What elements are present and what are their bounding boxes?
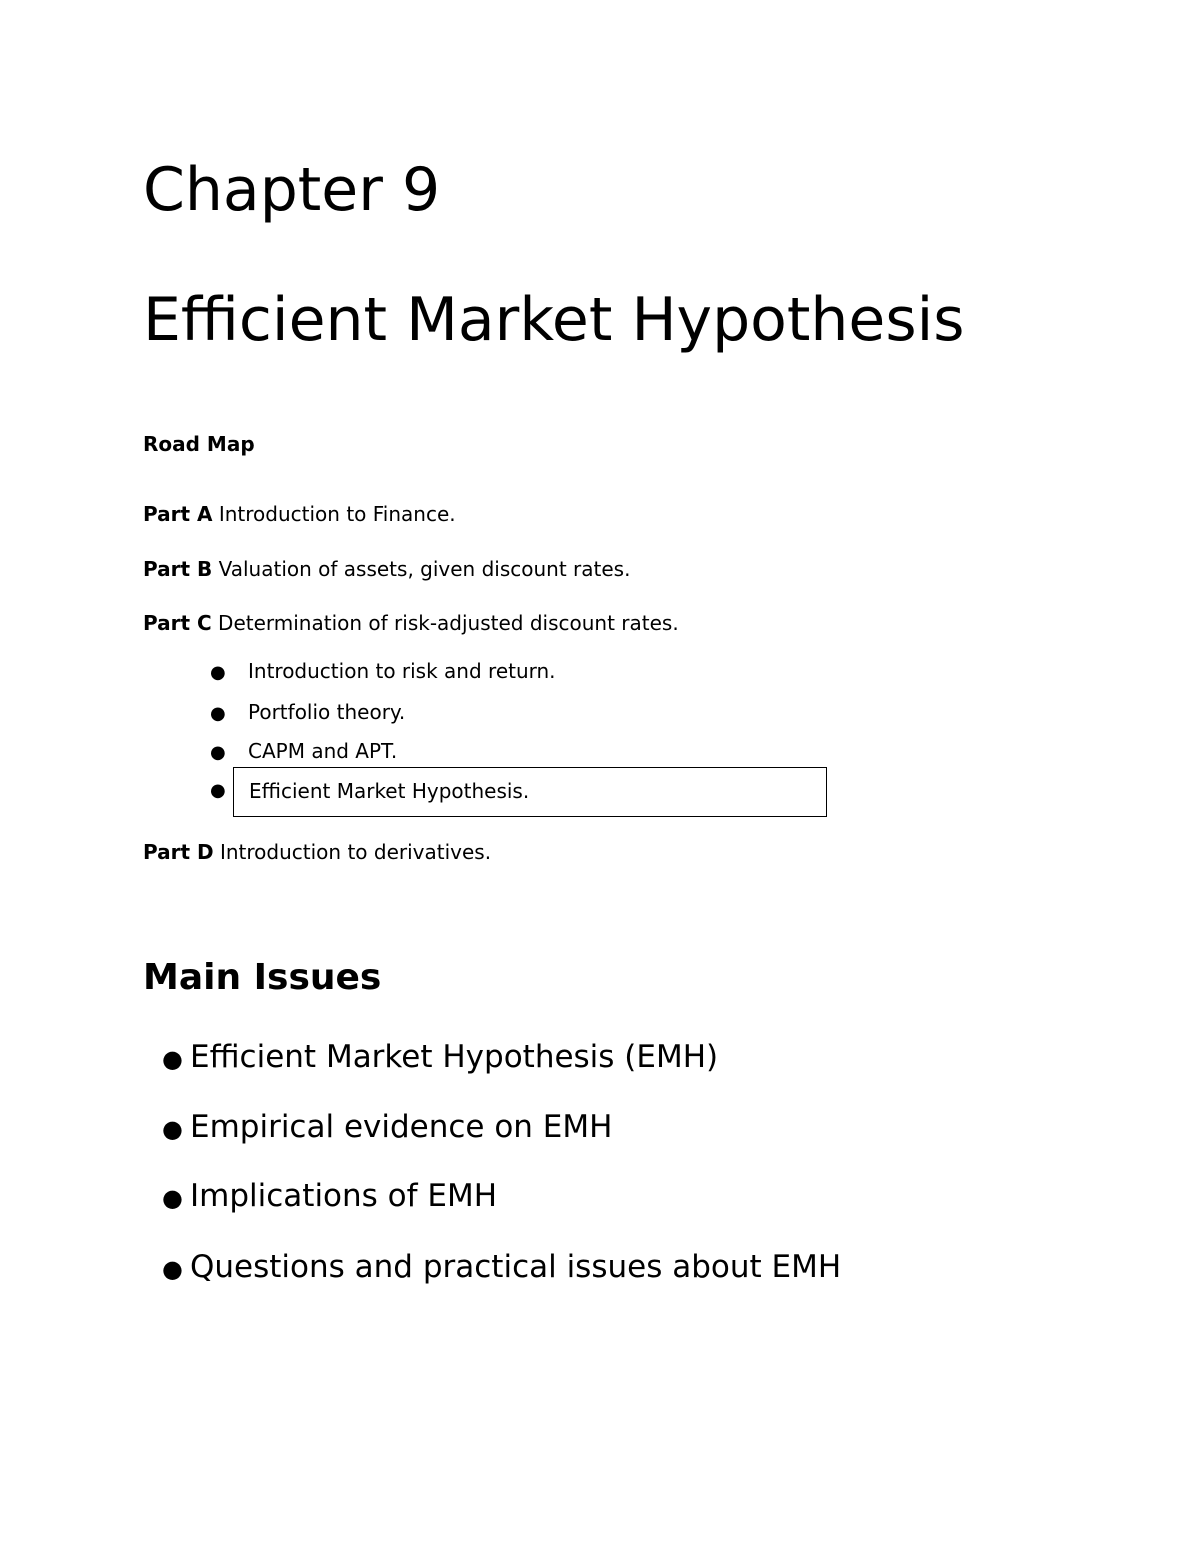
road-map-part-d [143,838,491,866]
part-label: Part B [143,557,213,581]
issue-text: Implications of EMH [190,1178,498,1214]
current-topic-text: Efficient Market Hypothesis. [249,779,530,803]
bullet-icon: ● [210,703,226,724]
issue-text: Empirical evidence on EMH [190,1109,613,1145]
part-text: Introduction to Finance. [218,502,456,526]
main-issue-item [162,1106,612,1150]
bullet-icon: ● [162,1255,183,1283]
part-c-list-item [210,657,556,687]
part-c-list-item [210,698,405,728]
part-text: Valuation of assets, given discount rates. [218,557,631,581]
bullet-icon: ● [162,1045,183,1073]
road-map-part-c [143,609,679,637]
road-map-heading: Road Map [143,432,255,456]
bullet-icon: ● [162,1184,183,1212]
list-item-text: CAPM and APT. [248,739,398,763]
main-issues-heading: Main Issues [143,957,382,998]
list-item-text: Introduction to risk and return. [248,659,556,683]
main-issue-item [162,1175,497,1219]
bullet-icon: ● [210,662,226,683]
chapter-title: Efficient Market Hypothesis [143,285,965,355]
main-issue-item [162,1246,841,1290]
list-item-text: Portfolio theory. [248,700,406,724]
bullet-icon: ● [210,742,226,763]
issue-text: Efficient Market Hypothesis (EMH) [190,1039,719,1075]
main-issue-item [162,1036,718,1080]
bullet-icon: ● [210,780,226,801]
bullet-icon: ● [162,1115,183,1143]
road-map-part-a [143,500,456,528]
part-label: Part A [143,502,213,526]
part-text: Determination of risk-adjusted discount rates. [218,611,679,635]
chapter-number: Chapter 9 [143,155,441,225]
issue-text: Questions and practical issues about EMH [190,1249,842,1285]
part-c-list-item [210,737,397,767]
road-map-part-b [143,555,630,583]
part-text: Introduction to derivatives. [219,840,492,864]
part-label: Part C [143,611,212,635]
part-label: Part D [143,840,214,864]
